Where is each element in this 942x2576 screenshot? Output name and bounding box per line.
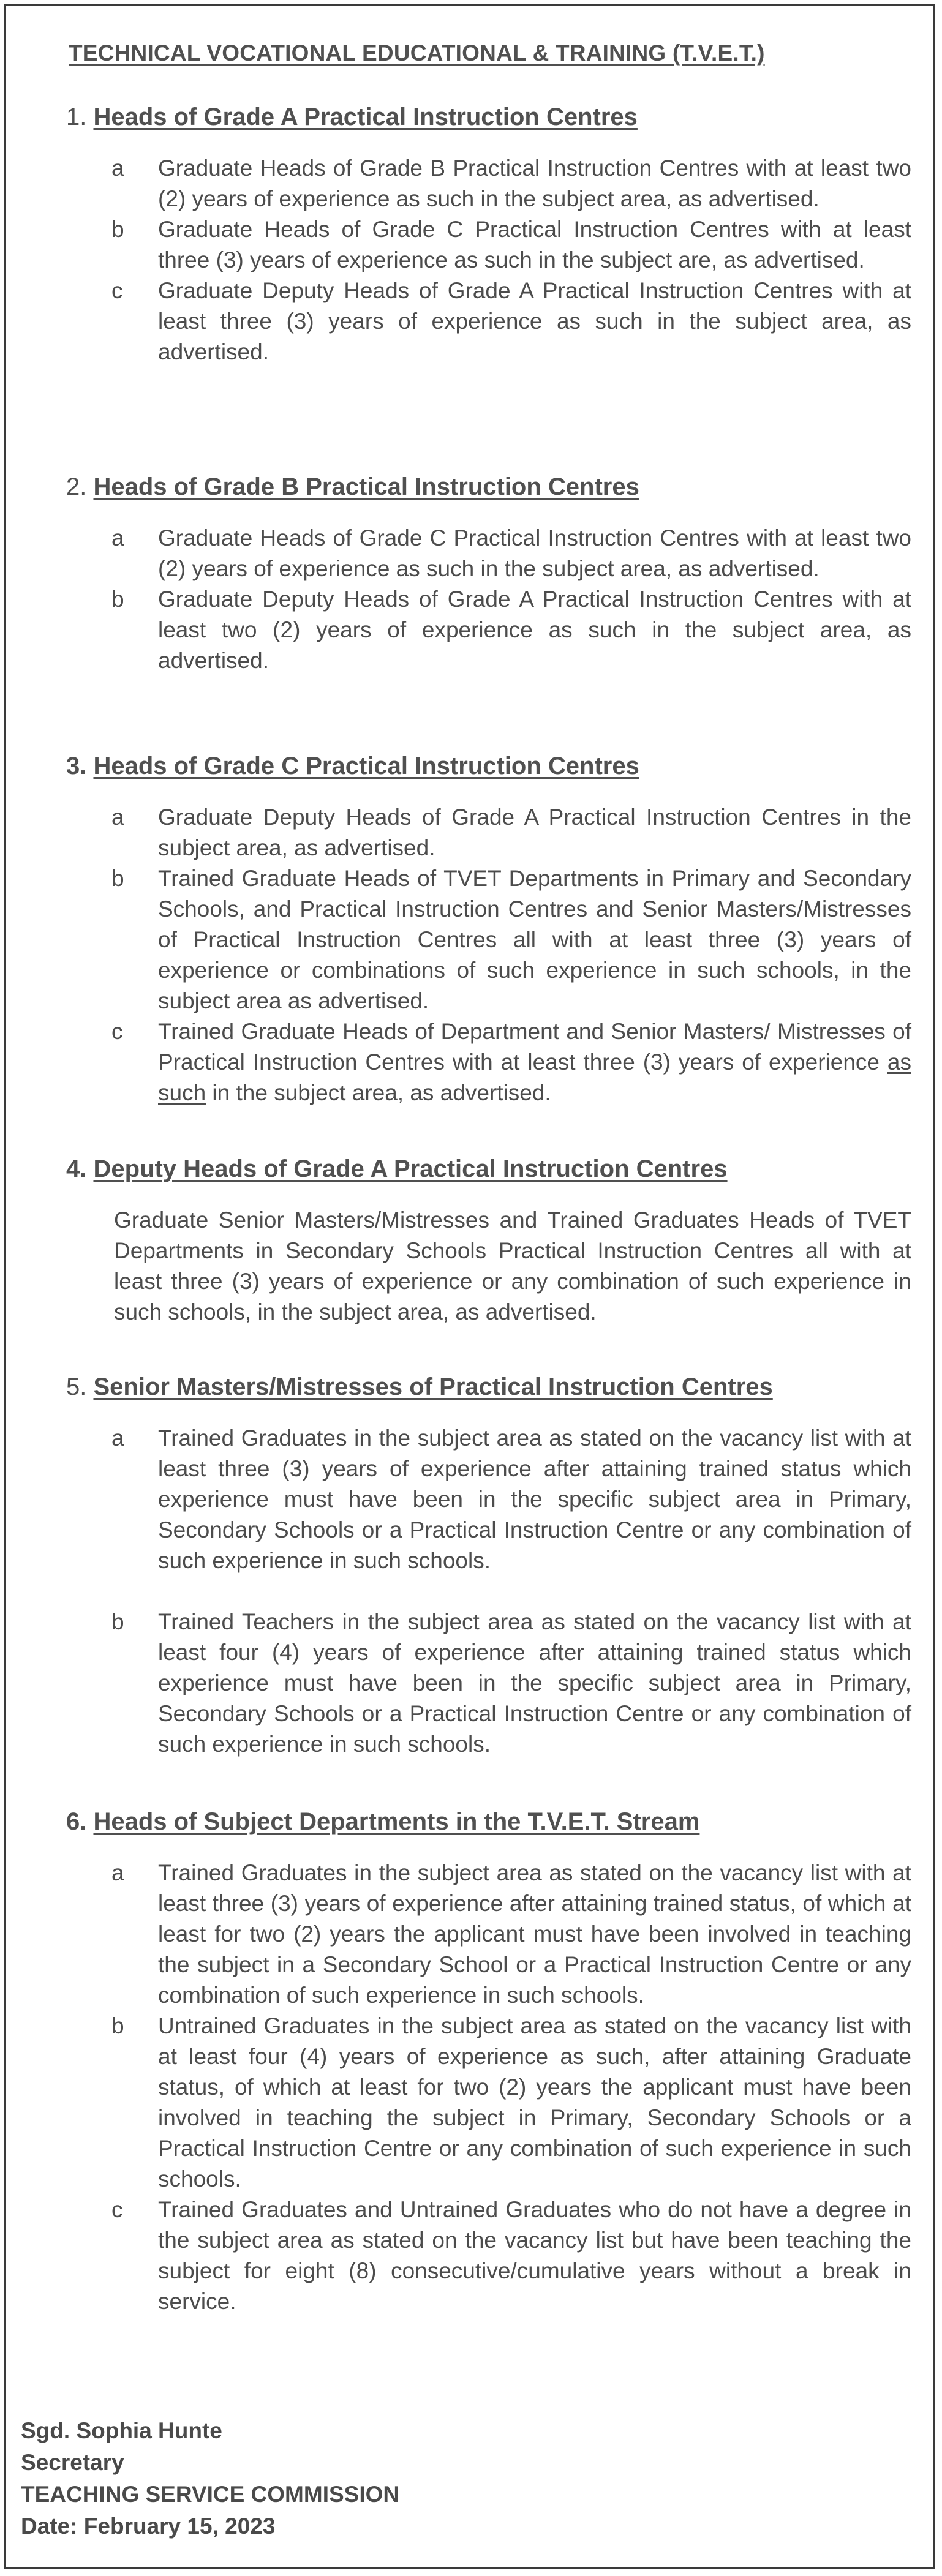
item-text: Graduate Heads of Grade C Practical Instruction Centres with at least three (3) years of experience as such in the subject are, as advertised. [158,217,911,272]
signatory-role: Secretary [21,2450,124,2475]
section-4 [66,1154,911,1327]
section-1 [66,102,911,367]
item-letter: b [111,217,124,242]
item-letter: c [111,1019,123,1044]
signature-date: Date: February 15, 2023 [21,2514,276,2539]
item-text: Trained Graduate Heads of TVET Departments in Primary and Secondary Schools, and Practical Instruction Centres and Senior Masters/Mistresses of Practical Instruction Centres all with at least three (3) years of experience or combinations of such experience in such schools, in the subject area as advertised. [158,866,911,1013]
list-item [66,276,911,367]
signatory-organization: TEACHING SERVICE COMMISSION [21,2482,400,2507]
section-number: 3. [66,753,87,779]
section-title: Heads of Grade A Practical Instruction Centres [93,103,638,130]
item-text-before: Trained Graduate Heads of Department and Senior Masters/ Mistresses of Practical Instruction Centres with at least three (3) years of experience [158,1019,911,1075]
item-list [66,802,911,1108]
item-text: Graduate Heads of Grade C Practical Instruction Centres with at least two (2) years of experience as such in the subject area, as advertised. [158,525,911,581]
section-title: Deputy Heads of Grade A Practical Instruction Centres [93,1155,728,1182]
section-2 [66,471,911,676]
item-letter: a [111,1860,124,1885]
list-item [66,584,911,676]
item-letter: c [111,2197,123,2222]
item-text: Trained Graduates and Untrained Graduates who do not have a degree in the subject area as stated on the vacancy list but have been teaching the subject for eight (8) consecutive/cumulative years without a break in service. [158,2197,911,2314]
section-heading [66,1372,911,1405]
section-heading [66,1154,911,1187]
section-number: 5. [66,1373,87,1400]
item-list [66,1858,911,2317]
item-list [66,153,911,367]
underlined-phrase: as such [158,1050,911,1105]
section-number: 1. [66,103,87,130]
section-number: 4. [66,1155,87,1182]
list-item [66,1016,911,1108]
item-letter: a [111,805,124,830]
item-text: Graduate Deputy Heads of Grade A Practical Instruction Centres with at least three (3) years of experience as such in the subject area, as advertised. [158,278,911,364]
list-item [66,214,911,276]
section-3 [66,751,911,1108]
section-title: Heads of Grade C Practical Instruction Centres [93,753,639,779]
item-text: Trained Teachers in the subject area as stated on the vacancy list with at least four (4) years of experience after attaining trained status which experience must have been in the specific subject area in Primary, Secondary Schools or a Practical Instruction Centre or any combination of such experience in such schools. [158,1609,911,1757]
section-number: 2. [66,473,87,500]
section-heading [66,102,911,135]
section-heading [66,751,911,784]
section-5 [66,1372,911,1760]
section-6 [66,1806,911,2317]
item-text [158,1016,911,1108]
list-item [66,802,911,863]
item-text: Untrained Graduates in the subject area as stated on the vacancy list with at least four (4) years of experience as such, after attaining Graduate status, of which at least for two (2) years the applicant must have been involved in teaching the subject in Primary, Secondary Schools or a Practical Instruction Centre or any combination of such experience in such schools. [158,2013,911,2191]
list-item [66,1423,911,1576]
item-text: Graduate Deputy Heads of Grade A Practical Instruction Centres with at least two (2) years of experience as such in the subject area, as advertised. [158,587,911,673]
signatory-name: Sgd. Sophia Hunte [21,2418,222,2443]
item-letter: a [111,156,124,181]
item-letter: b [111,866,124,891]
item-text-after: in the subject area, as advertised. [206,1080,551,1105]
section-heading [66,1806,911,1839]
item-letter: b [111,2013,124,2038]
document-title: TECHNICAL VOCATIONAL EDUCATIONAL & TRAINING (T.V.E.T.) [69,40,765,66]
item-letter: a [111,1425,124,1451]
list-item [66,523,911,584]
section-number: 6. [66,1808,87,1835]
item-text: Trained Graduates in the subject area as stated on the vacancy list with at least three (3) years of experience after attaining trained status which experience must have been in the specific subject area in Primary, Secondary Schools or a Practical Instruction Centre or any combination of such experience in such schools. [158,1425,911,1573]
section-title: Senior Masters/Mistresses of Practical Instruction Centres [93,1373,773,1400]
item-letter: c [111,278,123,303]
section-paragraph: Graduate Senior Masters/Mistresses and Trained Graduates Heads of TVET Departments in Secondary Schools Practical Instruction Centres all with at least three (3) years of experience or any combination of such experience in such schools, in the subject area, as advertised. [114,1207,911,1324]
section-title: Heads of Subject Departments in the T.V.E.T. Stream [93,1808,700,1835]
section-heading [66,471,911,505]
item-text: Graduate Heads of Grade B Practical Instruction Centres with at least two (2) years of experience as such in the subject area, as advertised. [158,156,911,211]
item-list [66,523,911,676]
list-item [66,1858,911,2011]
section-title: Heads of Grade B Practical Instruction Centres [93,473,639,500]
list-item [66,1607,911,1760]
list-item [66,2011,911,2195]
list-item [66,863,911,1016]
item-list [66,1423,911,1760]
item-letter: b [111,587,124,612]
item-text: Trained Graduates in the subject area as stated on the vacancy list with at least three (3) years of experience after attaining trained status, of which at least for two (2) years the applicant must have been involved in teaching the subject in a Secondary School or a Practical Instruction Centre or any combination of such experience in such schools. [158,1860,911,2008]
signature-block [21,2415,399,2542]
item-text: Graduate Deputy Heads of Grade A Practical Instruction Centres in the subject area, as advertised. [158,805,911,860]
list-item [66,153,911,214]
item-letter: a [111,525,124,550]
list-item [66,2195,911,2317]
item-letter: b [111,1609,124,1634]
